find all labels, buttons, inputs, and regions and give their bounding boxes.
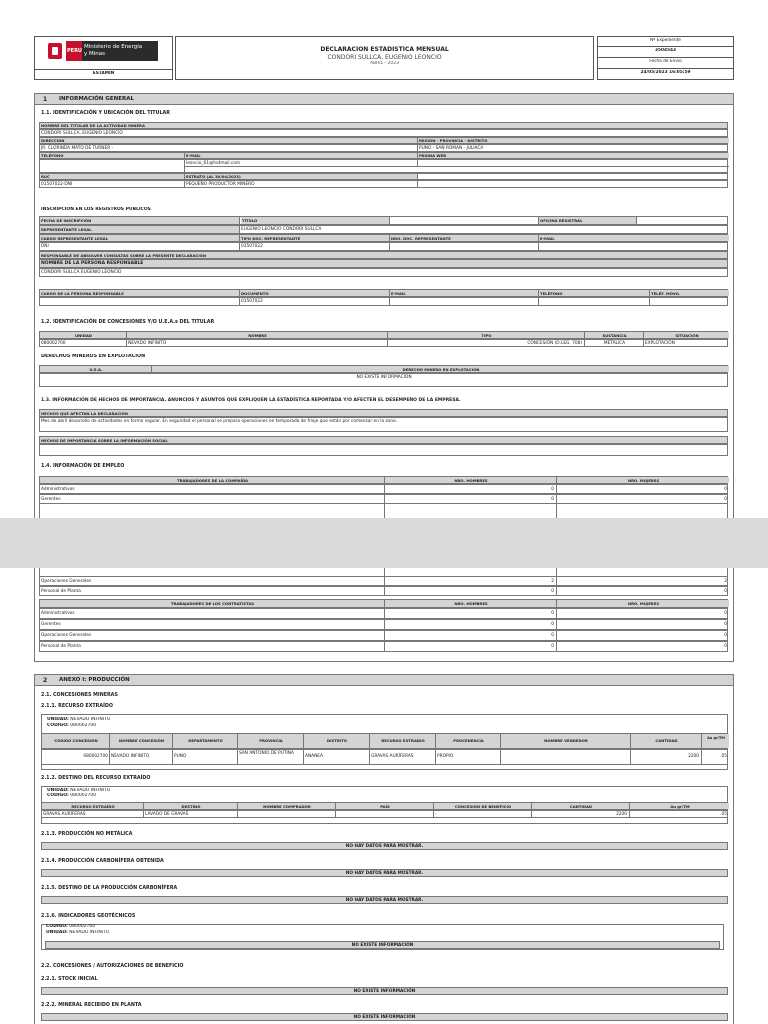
report-period: ABRIL - 2023 — [369, 61, 400, 66]
row-value-hechos-decl — [39, 417, 728, 432]
concesiones-row — [39, 339, 728, 347]
section-number: 2 — [43, 677, 48, 684]
emp-tipo: Administrativos — [40, 485, 385, 493]
value-direccion: JR. CLORINDA MATO DE TURNER - — [40, 145, 418, 151]
blank-cell — [418, 174, 729, 179]
label-responsable: RESPONSABLE DE ABSOLVER CONSULTAS SOBRE LA PRESENTE DECLARACIÓN — [40, 252, 727, 258]
col-nombre: NOMBRE — [127, 332, 388, 338]
fecha-envio-value: 24/05/2023 16:05:59 — [640, 70, 691, 75]
subsection-2-2-1: 2.2.1. STOCK INICIAL — [41, 977, 98, 982]
label-direccion: DIRECCIÓN — [40, 138, 418, 143]
unidad-label: UNIDAD: — [46, 930, 68, 935]
subsection-2-1-4: 2.1.4. PRODUCCIÓN CARBONÍFERA OBTENIDA — [41, 859, 164, 864]
contratistas-row — [39, 641, 728, 652]
value-documento: 01507022 — [240, 298, 390, 305]
col-pais: PAÍS — [336, 803, 434, 809]
rec-provincia: SAN ANTONIO DE PUTINA — [238, 750, 304, 764]
empleo-row — [39, 494, 728, 504]
col-unidad: UNIDAD — [40, 332, 127, 338]
conc-tipo: CONCESIÓN (D.LEG. 708) — [388, 340, 585, 346]
destino-header-row — [41, 802, 728, 810]
subsection-2-1-6: 2.1.6. INDICADORES GEOTÉCNICOS — [41, 914, 136, 919]
blank-cell — [539, 243, 729, 250]
dest-destino: LAVADO DE GRAVAS — [144, 811, 238, 817]
emp-hombres: 2 — [385, 577, 557, 585]
section-title: INFORMACIÓN GENERAL — [59, 96, 134, 102]
value-hechos-declaracion: Mes de abril desarrollo de actividades en forma regular. En seguridad el personal se prepara operaciones en temporada de friaje que están por comenzar en la zona. — [41, 419, 398, 424]
label-tipo-doc-rep: TIPO DOC. REPRESENTANTE — [240, 235, 390, 241]
no-datos-banner: NO HAY DATOS PARA MOSTRAR. — [41, 842, 728, 850]
label-cargo-rep: CARGO REPRESENTANTE LEGAL — [40, 235, 240, 241]
value-estrato: PEQUEÑO PRODUCTOR MINERO — [185, 181, 418, 187]
value-cargo-rep: DNI — [40, 243, 240, 250]
emp-tipo: Gerentes — [40, 620, 385, 629]
unidad-value: NEVADO INFINITO — [70, 717, 111, 722]
value-web — [418, 160, 729, 167]
empleo-header-row — [39, 476, 728, 484]
unidad-label: UNIDAD: — [47, 717, 69, 722]
derechos-header-row — [39, 365, 728, 373]
col-au-gr-tm: Au gr/TM — [630, 803, 729, 809]
row-value-cargo-rep — [39, 242, 728, 251]
rec-procedencia: PROPIO — [436, 750, 501, 764]
label-estrato: ESTRATO (AL 30/04/2023) — [185, 174, 418, 179]
row-label-telefono — [39, 152, 728, 159]
row-value-cargo-resp — [39, 297, 728, 306]
emp-tipo: Operaciones Generales — [40, 577, 385, 585]
dest-au: .05 — [720, 812, 727, 817]
col-derecho-minero: DERECHO MINERO EN EXPLOTACIÓN — [152, 366, 729, 372]
label-fecha-inscripcion: FECHA DE INSCRIPCIÓN — [40, 217, 240, 224]
no-existe-banner: NO EXISTE INFORMACIÓN — [41, 987, 728, 995]
col-concesion-beneficio: CONCESIÓN DE BENEFICIO — [434, 803, 532, 809]
label-telefono: TELÉFONO — [40, 153, 185, 158]
emp-mujeres: 0 — [724, 644, 727, 649]
row-label-hechos-social — [39, 436, 728, 444]
rec-distrito: ANANEA — [304, 750, 370, 764]
subsection-2-1-2: 2.1.2. DESTINO DEL RECURSO EXTRAÍDO — [41, 776, 151, 781]
value-telefono — [40, 160, 185, 172]
value-nombre-titular: CONDORI SULLCA, EUGENIO LEONCIO — [41, 131, 123, 136]
col-au-gr-tm: Au gr/TM — [702, 734, 729, 748]
col-procedencia: PROCEDENCIA — [436, 734, 501, 748]
document-page-2 — [0, 568, 768, 1024]
value-rep-legal: EUGENIO LEONCIO CONDORI SULLCA — [241, 227, 322, 232]
col-trabajadores-contratistas: TRABAJADORES DE LOS CONTRATISTAS — [40, 600, 385, 607]
codigo-label: CÓDIGO: — [46, 924, 68, 929]
section-title: ANEXO I: PRODUCCIÓN — [59, 677, 130, 683]
rec-codigo: 080002700 — [42, 750, 110, 764]
emp-mujeres: 0 — [724, 497, 727, 502]
row-label-titular — [39, 122, 728, 129]
label-hechos-social: HECHOS DE IMPORTANCIA SOBRE LA INFORMACIÓN SOCIAL — [40, 437, 727, 443]
row-label-hechos-decl — [39, 409, 728, 417]
subsection-2-1-5: 2.1.5. DESTINO DE LA PRODUCCIÓN CARBONÍFERA — [41, 886, 178, 891]
dest-concesion: - — [434, 811, 532, 817]
codigo-value: 080002700 — [69, 924, 96, 929]
rec-recurso: GRAVAS AURÍFERAS — [370, 750, 436, 764]
col-provincia: PROVINCIA — [238, 734, 304, 748]
row-label-cargo-resp — [39, 289, 728, 297]
no-datos-banner: NO HAY DATOS PARA MOSTRAR. — [41, 896, 728, 904]
no-existe-banner: NO EXISTE INFORMACIÓN — [41, 1013, 728, 1021]
emp-mujeres: 0 — [724, 589, 727, 594]
emp-mujeres: 0 — [724, 633, 727, 638]
col-destino: DESTINO — [144, 803, 238, 809]
table-border — [384, 504, 385, 518]
row-value-hechos-social — [39, 444, 728, 456]
dest-recurso: GRAVAS AURÍFERAS — [42, 811, 144, 817]
label-web: PÁGINA WEB — [418, 153, 729, 158]
blank-cell — [40, 298, 240, 305]
label-nombre-titular: NOMBRE DEL TITULAR DE LA ACTIVIDAD MINERA — [40, 123, 727, 128]
dest-comprador — [238, 811, 336, 817]
col-trabajadores-compania: TRABAJADORES DE LA COMPAÑÍA — [40, 477, 385, 483]
label-email: E-MAIL — [185, 153, 418, 158]
no-existe-banner: NO EXISTE INFORMACIÓN — [45, 941, 720, 949]
emp-mujeres: 0 — [724, 611, 727, 616]
col-nro-hombres: NRO. HOMBRES — [385, 477, 557, 483]
col-nombre-concesion: NOMBRE CONCESIÓN — [110, 734, 173, 748]
value-region: PUNO - SAN ROMAN - JULIACA — [419, 146, 484, 151]
subsection-1-2: 1.2. IDENTIFICACIÓN DE CONCESIONES Y/O U.E.A.s DEL TITULAR — [41, 320, 215, 325]
blank-cell — [418, 181, 729, 187]
subsection-2-2: 2.2. CONCESIONES / AUTORIZACIONES DE BENEFICIO — [41, 964, 184, 969]
col-tipo: TIPO — [388, 332, 585, 338]
col-distrito: DISTRITO — [304, 734, 370, 748]
contratistas-row — [39, 608, 728, 619]
label-telefono-resp: TELÉFONO — [539, 290, 650, 296]
contratistas-row — [39, 619, 728, 630]
row-responsable — [39, 251, 728, 259]
derechos-no-info: NO EXISTE INFORMACIÓN — [356, 375, 412, 380]
emp-mujeres: 0 — [724, 487, 727, 492]
col-departamento: DEPARTAMENTO — [173, 734, 238, 748]
unidad-value: NEVADO INFINITO — [70, 788, 111, 793]
row-value-telefono — [39, 159, 728, 173]
conc-unidad: 080002700 — [40, 340, 127, 346]
row-value-nombre-resp — [39, 268, 728, 277]
empleo-row — [39, 586, 728, 596]
col-nro-mujeres: NRO. MUJERES — [557, 477, 729, 483]
empleo-row — [39, 484, 728, 494]
emp-mujeres: 2 — [724, 579, 727, 584]
blank-cell — [539, 298, 650, 305]
label-oficina: OFICINA REGISTRAL — [539, 217, 637, 224]
label-derechos: DERECHOS MINEROS EN EXPLOTACIÓN — [41, 354, 146, 359]
contratistas-row — [39, 630, 728, 641]
blank-cell — [637, 217, 729, 224]
expediente-label: Nº Expediente — [650, 38, 681, 43]
ministry-logo — [48, 41, 158, 63]
recurso-header-row — [41, 733, 728, 749]
col-nombre-comprador: NOMBRE COMPRADOR — [238, 803, 336, 809]
col-nro-mujeres: NRO. MUJERES — [557, 600, 729, 607]
table-border — [39, 504, 40, 518]
destino-row — [41, 810, 728, 818]
blank-cell — [650, 298, 729, 305]
label-rep-legal: REPRESENTANTE LEGAL — [40, 226, 240, 233]
col-uea: U.E.A. — [40, 366, 152, 372]
subsection-2-1-3: 2.1.3. PRODUCCIÓN NO METÁLICA — [41, 832, 133, 837]
row-value-direccion — [39, 144, 728, 152]
value-nombre-resp: CONDORI SULLCA EUGENIO LEONCIO — [41, 270, 122, 275]
codigo-line — [47, 723, 96, 729]
expediente-value: 3504543 — [655, 48, 676, 53]
emp-hombres: 0 — [385, 485, 557, 493]
dest-cantidad: 2200 — [532, 811, 630, 817]
label-inscripcion: INSCRIPCIÓN EN LOS REGISTROS PÚBLICOS — [41, 207, 151, 212]
rec-au: .05 — [720, 754, 727, 759]
blank-cell — [390, 243, 539, 250]
label-movil: TELÉF. MÓVIL — [650, 290, 729, 296]
section-number: 1 — [43, 96, 48, 103]
table-border — [556, 504, 557, 518]
label-email-resp: E-MAIL — [390, 290, 539, 296]
logo-country: PERÚ — [67, 48, 82, 54]
conc-nombre: NEVADO INFINITO — [127, 340, 388, 346]
unidad-label: UNIDAD: — [47, 788, 69, 793]
value-email: leoncio_61@hotmail.com — [185, 160, 418, 167]
row-label-ruc — [39, 173, 728, 180]
section-1-header — [34, 93, 734, 105]
recurso-row — [41, 749, 728, 765]
label-nro-doc-rep: NRO. DOC. REPRESENTANTE — [390, 235, 539, 241]
col-cantidad: CANTIDAD — [532, 803, 630, 809]
subsection-1-1: 1.1. IDENTIFICACIÓN Y UBICACIÓN DEL TITULAR — [41, 111, 170, 116]
codigo-line — [47, 793, 96, 799]
value-tipo-doc-rep: 01507022 — [240, 243, 390, 250]
row-value-ruc — [39, 180, 728, 188]
label-email-rep: E-MAIL — [539, 235, 729, 241]
rec-departamento: PUNO — [173, 750, 238, 764]
label-nombre-resp: NOMBRE DE LA PERSONA RESPONSABLE — [40, 260, 727, 267]
label-cargo-resp: CARGO DE LA PERSONA RESPONSABLE — [40, 290, 240, 296]
codigo-value: 080002700 — [70, 723, 97, 728]
value-ruc: 01507022-DNI — [40, 181, 185, 187]
empleo-row — [39, 576, 728, 586]
row-label-cargo-rep — [39, 234, 728, 242]
codigo-label: CÓDIGO: — [47, 723, 69, 728]
row-label-direccion — [39, 137, 728, 144]
codigo-value: 080002700 — [70, 793, 97, 798]
concesiones-header-row — [39, 331, 728, 339]
derechos-empty-row — [39, 373, 728, 387]
estamin-label: ESTAMIN — [92, 71, 115, 76]
logo-ministry: Ministerio de Energía y Minas — [84, 44, 143, 57]
emp-tipo: Administrativos — [40, 609, 385, 618]
emp-tipo: Personal de Planta — [40, 587, 385, 595]
col-nombre-vendedor: NOMBRE VENDEDOR — [501, 734, 631, 748]
subsection-2-1-1: 2.1.1. RECURSO EXTRAÍDO — [41, 704, 113, 709]
label-hechos-declaracion: HECHOS QUE AFECTAN LA DECLARACIÓN — [40, 410, 727, 416]
emp-tipo: Operaciones Generales — [40, 631, 385, 640]
blank-cell — [390, 298, 539, 305]
emp-hombres: 0 — [385, 642, 557, 651]
emp-hombres: 0 — [385, 631, 557, 640]
fecha-envio-label: Fecha de Envío — [649, 59, 682, 64]
row-inscripcion — [39, 216, 728, 225]
row-value-titular — [39, 129, 728, 137]
section-2-header — [34, 674, 734, 686]
table-border — [727, 504, 728, 518]
row-rep-legal — [39, 225, 728, 234]
peru-shield-icon — [48, 43, 62, 59]
col-cantidad: CANTIDAD — [631, 734, 702, 748]
row-label-nombre-resp — [39, 259, 728, 268]
col-nro-hombres: NRO. HOMBRES — [385, 600, 557, 607]
emp-mujeres: 0 — [724, 622, 727, 627]
titular-name: CONDORI SULLCA, EUGENIO LEONCIO — [327, 54, 442, 61]
label-documento: DOCUMENTO — [240, 290, 390, 296]
unidad-value: NEVADO INFINITO — [69, 930, 110, 935]
unidad-line — [46, 930, 109, 936]
subsection-1-3: 1.3. INFORMACIÓN DE HECHOS DE IMPORTANCIA, ANUNCIOS Y ASUNTOS QUE EXPLIQUEN LA ESTADÍSTICA REPORTADA Y/O AFECTEN EL DESEMPEÑO DE LA EMPRESA. — [41, 398, 461, 403]
document-title: DECLARACIÓN ESTADÍSTICA MENSUAL — [320, 46, 449, 53]
rec-cantidad: 2200 — [631, 750, 702, 764]
emp-hombres: 0 — [385, 495, 557, 503]
label-region: REGIÓN - PROVINCIA - DISTRITO — [418, 138, 729, 143]
no-datos-banner: NO HAY DATOS PARA MOSTRAR. — [41, 869, 728, 877]
codigo-label: CÓDIGO: — [47, 793, 69, 798]
col-codigo-concesion: CÓDIGO CONCESIÓN — [42, 734, 110, 748]
emp-tipo: Personal de Planta — [40, 642, 385, 651]
emp-hombres: 0 — [385, 609, 557, 618]
col-sustancia: SUSTANCIA — [585, 332, 644, 338]
col-recurso-extraido: RECURSO EXTRAÍDO — [370, 734, 436, 748]
conc-situacion: EXPLOTACIÓN — [645, 341, 675, 346]
subsection-2-1: 2.1. CONCESIONES MINERAS — [41, 693, 118, 698]
blank-cell — [390, 217, 539, 224]
subsection-2-2-2: 2.2.2. MINERAL RECIBIDO EN PLANTA — [41, 1003, 142, 1008]
emp-tipo: Gerentes — [40, 495, 385, 503]
rec-vendedor — [501, 750, 631, 764]
rec-nombre: NEVADO INFINITO — [110, 750, 173, 764]
value-hechos-social — [40, 445, 727, 455]
conc-sustancia: METÁLICA — [585, 340, 644, 346]
emp-hombres: 0 — [385, 620, 557, 629]
emp-hombres: 0 — [385, 587, 557, 595]
col-recurso-extraido: RECURSO EXTRAÍDO — [42, 803, 144, 809]
label-ruc: RUC — [40, 174, 185, 179]
dest-pais — [336, 811, 434, 817]
label-titulo: TÍTULO — [241, 217, 390, 224]
contratistas-header-row — [39, 599, 728, 608]
col-situacion: SITUACIÓN — [644, 332, 729, 338]
subsection-1-4: 1.4. INFORMACIÓN DE EMPLEO — [41, 464, 125, 469]
